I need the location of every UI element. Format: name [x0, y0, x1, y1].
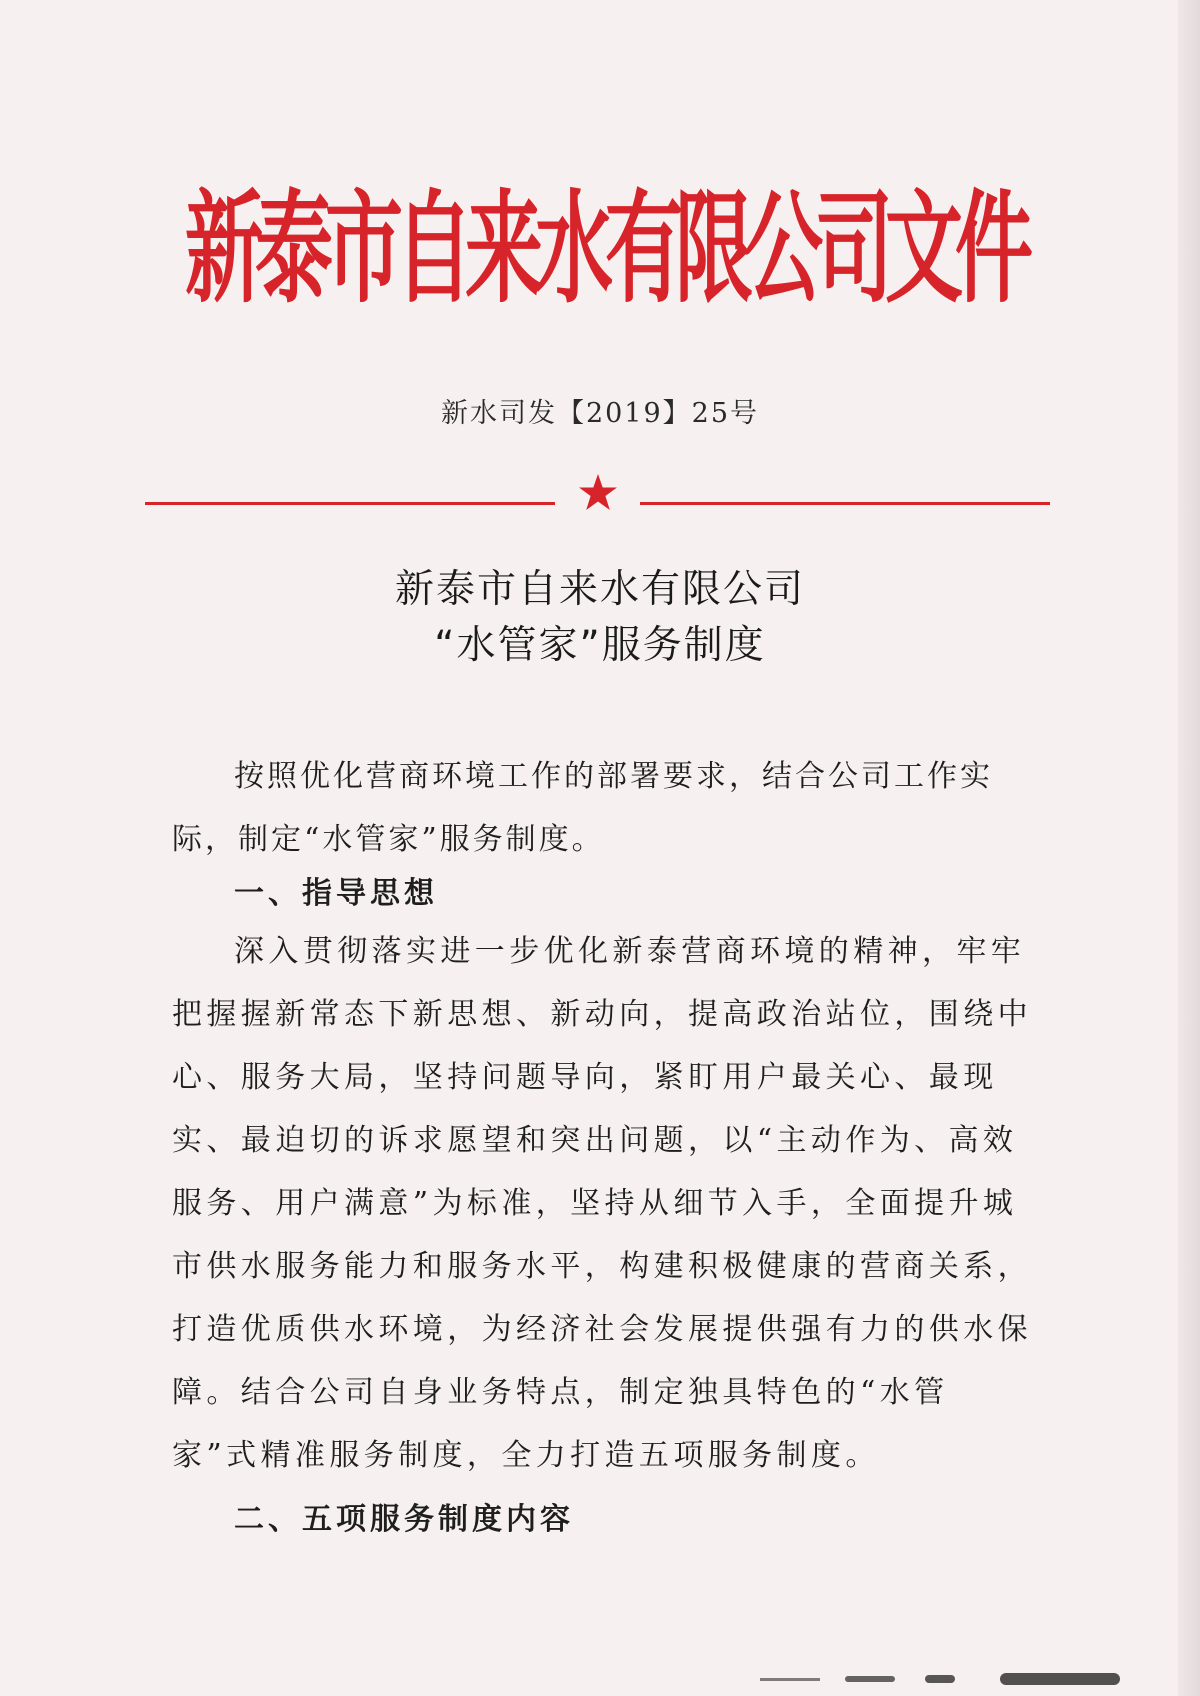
- divider-line-left: [145, 502, 555, 505]
- divider-line-right: [640, 502, 1050, 505]
- document-title: [200, 562, 1000, 674]
- section-heading-2: 二、五项服务制度内容: [234, 1502, 574, 1537]
- scan-smudge: [760, 1672, 1120, 1686]
- title-line-2: “水管家”服务制度: [434, 623, 766, 668]
- scan-edge: [1178, 0, 1200, 1696]
- intro-paragraph: 按照优化营商环境工作的部署要求，结合公司工作实际，制定“水管家”服务制度。: [172, 759, 993, 857]
- section-heading-1: 一、指导思想: [234, 876, 438, 911]
- red-star-icon: [578, 472, 618, 512]
- red-divider: [145, 488, 1050, 518]
- document-number: 新水司发【2019】25号: [440, 398, 760, 429]
- title-line-1: 新泰市自来水有限公司: [394, 567, 805, 612]
- red-header-title: 新泰市自来水有限公司文件: [184, 180, 1025, 320]
- section-1-paragraph: 深入贯彻落实进一步优化新泰营商环境的精神，牢牢把握握新常态下新思想、新动向，提高政治站位，围绕中心、服务大局，坚持问题导向，紧盯用户最关心、最现实、最迫切的诉求愿望和突出问题，以“主动作为、高效服务、用户满意”为标准，坚持从细节入手，全面提升城市供水服务能力和服务水平，构建积极健康的营商关系，打造优质供水环境，为经济社会发展提供强有力的供水保障。结合公司自身业务特点，制定独具特色的“水管家”式精准服务制度，全力打造五项服务制度。: [172, 934, 1032, 1473]
